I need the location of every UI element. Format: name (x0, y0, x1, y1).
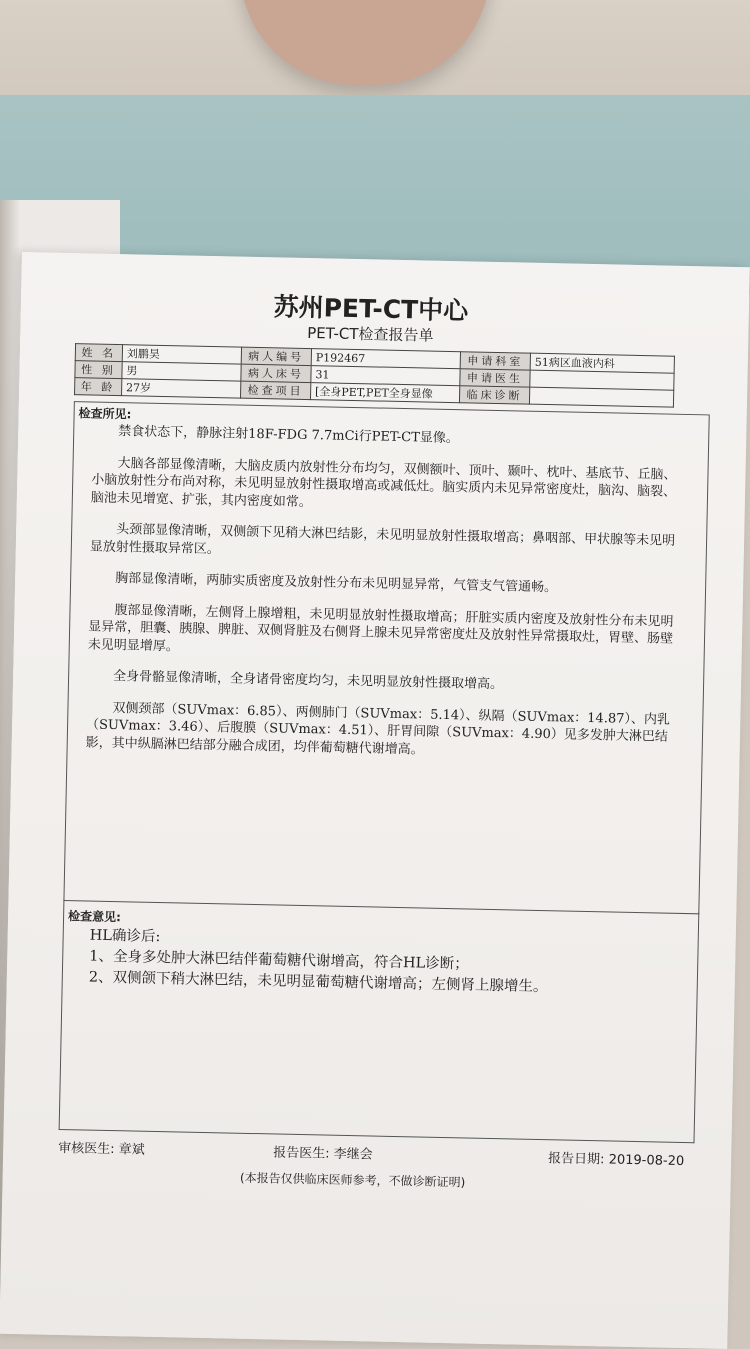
reviewer-value: 章斌 (118, 1142, 145, 1158)
report-paper (0, 252, 750, 1349)
opinion-line: 1、全身多处肿大淋巴结伴葡萄糖代谢增高，符合HL诊断； (89, 948, 469, 973)
date-label: 报告日期: (547, 1151, 605, 1168)
report-subtitle: PET-CT检查报告单 (306, 323, 434, 345)
reporter-value: 李继会 (333, 1146, 373, 1163)
disclaimer: (本报告仅供临床医师参考，不做诊断证明) (239, 1170, 466, 1190)
finding-paragraph: 双侧颈部（SUVmax：6.85）、两侧肺门（SUVmax：5.14）、纵隔（SUVmax：14.87）、内乳（SUVmax：3.46）、后腹膜（SUVmax：4.51）、肝胃间隙（SUVmax：4.90）见多发肿大淋巴结影，其中纵膈淋巴结部分融合成团，均伴葡萄糖代谢增高。 (85, 700, 671, 758)
findings-section (63, 401, 709, 914)
dept-label: 申请科室 (460, 352, 530, 370)
patient-no-label: 病人编号 (241, 347, 311, 365)
name-label: 姓 名 (75, 344, 122, 362)
finding-paragraph: 全身骨骼显像清晰，全身诸骨密度均匀，未见明显放射性摄取增高。 (112, 669, 504, 693)
age-value: 27岁 (121, 379, 240, 398)
dept-value: 51病区血液内科 (530, 353, 674, 373)
reporter-label: 报告医生: (273, 1145, 330, 1162)
exam-label: 检查项目 (240, 381, 310, 399)
bed-label: 病人床号 (241, 364, 311, 382)
opinion-line: HL确诊后: (89, 927, 161, 946)
opinion-text (89, 926, 690, 1002)
findings-label: 检查所见: (78, 406, 132, 422)
exam-value: [全身PET,PET全身显像 (310, 383, 459, 403)
finding-paragraph: 大脑各部显像清晰，大脑皮质内放射性分布均匀，双侧额叶、顶叶、颞叶、枕叶、基底节、丘脑、小脑放射性分布尚对称，未见明显放射性摄取增高或减低灶。脑实质内未见异常密度灶，脑沟、脑裂、脑池未见增宽、扩张，其内密度如常。 (90, 455, 677, 510)
findings-text (85, 423, 682, 778)
report-title: 苏州PET-CT中心 (273, 292, 469, 326)
finding-paragraph: 腹部显像清晰，左侧肾上腺增粗，未见明显放射性摄取增高；肝脏实质内密度及放射性分布未见明显异常，胆囊、胰腺、脾脏、双侧肾脏及右侧肾上腺未见异常密度灶及放射性异常摄取灶，胃壁、肠壁未见明显增厚。 (87, 602, 674, 654)
doctor-label: 申请医生 (460, 369, 530, 387)
report-date (548, 1147, 684, 1169)
sex-label: 性 别 (75, 361, 122, 379)
finding-paragraph: 头颈部显像清晰，双侧颌下见稍大淋巴结影，未见明显放射性摄取增高；鼻咽部、甲状腺等未见明显放射性摄取异常区。 (89, 522, 676, 557)
finding-paragraph: 禁食状态下，静脉注射18F-FDG 7.7mCi行PET-CT显像。 (118, 424, 460, 447)
opinion-section (59, 899, 700, 1143)
opinion-label: 检查意见: (67, 909, 122, 925)
age-label: 年 龄 (75, 378, 122, 396)
name-value: 刘鹏昊 (122, 345, 241, 364)
patient-info-table (74, 343, 675, 408)
patient-no-value: P192467 (311, 349, 460, 369)
bed-value: 31 (311, 366, 460, 386)
finding-paragraph: 胸部显像清晰，两肺实质密度及放射性分布未见明显异常，气管支气管通畅。 (115, 571, 558, 596)
reporter (273, 1141, 373, 1162)
reviewer-label: 审核医生: (58, 1140, 115, 1158)
diagnosis-value (529, 387, 673, 407)
date-value: 2019-08-20 (608, 1152, 685, 1170)
diagnosis-label: 临床诊断 (459, 386, 529, 404)
reviewer (58, 1137, 145, 1158)
opinion-line: 2、双侧颌下稍大淋巴结，未见明显葡萄糖代谢增高；左侧肾上腺增生。 (88, 969, 548, 996)
sex-value: 男 (122, 362, 241, 381)
